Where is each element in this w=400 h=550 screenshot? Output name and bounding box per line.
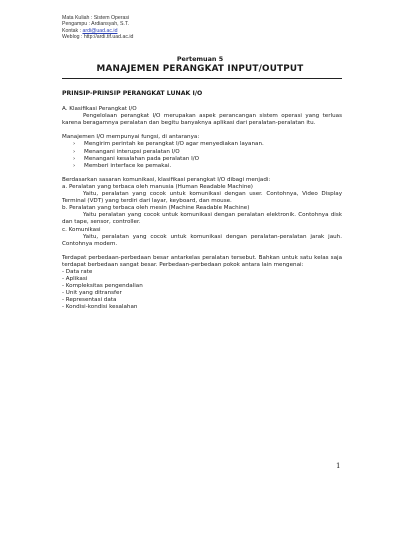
bullet-icon: ›: [73, 162, 76, 169]
contact-email-link[interactable]: ardi@uad.ac.id: [82, 27, 118, 34]
document-header: [62, 15, 133, 41]
item-a-text: Yaitu, peralatan yang cocok untuk komunikasi dengan user. Contohnya, Video Display Terminal (VDT) yang terdiri dari layar, keyboard, dan mouse.: [62, 191, 342, 205]
title-divider: [62, 78, 342, 79]
item-b-text: Yaitu peralatan yang cocok untuk komunikasi dengan peralatan elektronik. Contohnya disk dan tape, sensor, controller.: [62, 212, 342, 226]
section-heading: PRINSIP-PRINSIP PERANGKAT LUNAK I/O: [62, 90, 203, 97]
sasaran-intro: Berdasarkan sasaran komunikasi, klasifikasi perangkat I/O dibagi menjadi:: [62, 176, 271, 183]
page-title: MANAJEMEN PERANGKAT INPUT/OUTPUT: [96, 64, 304, 74]
list-item: › Mengirim perintah ke perangkat I/O agar menyediakan layanan.: [73, 141, 264, 148]
fungsi-list: [62, 141, 342, 169]
lecturer-line: Pengampu : Ardiansyah, S.T.: [62, 21, 129, 28]
item-c-heading: c. Komunikasi: [62, 226, 101, 233]
klasifikasi-heading: A. Klasifikasi Perangkat I/O: [62, 106, 137, 113]
contact-label: Kontak :: [62, 27, 83, 34]
fungsi-intro: Manajemen I/O mempunyai fungsi, di antaranya:: [62, 134, 200, 141]
page-number: 1: [336, 462, 341, 470]
list-item: › Menangani kesalahan pada peralatan I/O: [73, 155, 200, 162]
list-item: - Representasi data: [62, 297, 117, 304]
list-item: - Kompleksitas pengendalian: [62, 283, 143, 290]
bullet-icon: ›: [73, 155, 76, 162]
list-item: - Unit yang ditransfer: [62, 290, 122, 297]
list-item: › Menangani interupsi peralatan I/O: [73, 148, 180, 155]
item-c-text: Yaitu, peralatan yang cocok untuk komunikasi dengan peralatan-peralatan jarak jauh. Contohnya modem.: [62, 233, 342, 247]
meeting-label: Pertemuan 5: [176, 55, 224, 63]
item-b-heading: b. Peralatan yang terbaca oleh mesin (Machine Readable Machine): [62, 205, 250, 212]
klasifikasi-paragraph: Pengelolaan perangkat I/O merupakan aspek perancangan sistem operasi yang terluas karena beragamnya peralatan dan begitu banyaknya aplikasi dari peralatan-peralatan itu.: [62, 113, 342, 127]
document-body: [62, 90, 342, 312]
item-a-heading: a. Peralatan yang terbaca oleh manusia (Human Readable Machine): [62, 183, 253, 190]
bullet-icon: ›: [73, 141, 76, 148]
list-item: - Aplikasi: [62, 276, 88, 283]
weblog-line: Weblog : http://ardi.tif.uad.ac.id: [62, 34, 134, 41]
perbedaan-paragraph: Terdapat perbedaan-perbedaan besar antarkelas peralatan tersebut. Bahkan untuk satu kelas saja terdapat berbedaan sangat besar. Perbedaan-perbedaan pokok antara lain mengenai:: [62, 254, 342, 268]
course-line: Mata Kuliah : Sistem Operasi: [62, 15, 130, 21]
list-item: - Kondisi-kondisi kesalahan: [62, 304, 138, 311]
bullet-icon: ›: [73, 148, 76, 155]
list-item: › Memberi interface ke pemakai.: [73, 162, 172, 169]
list-item: - Data rate: [62, 268, 93, 275]
perbedaan-list: [62, 269, 342, 312]
